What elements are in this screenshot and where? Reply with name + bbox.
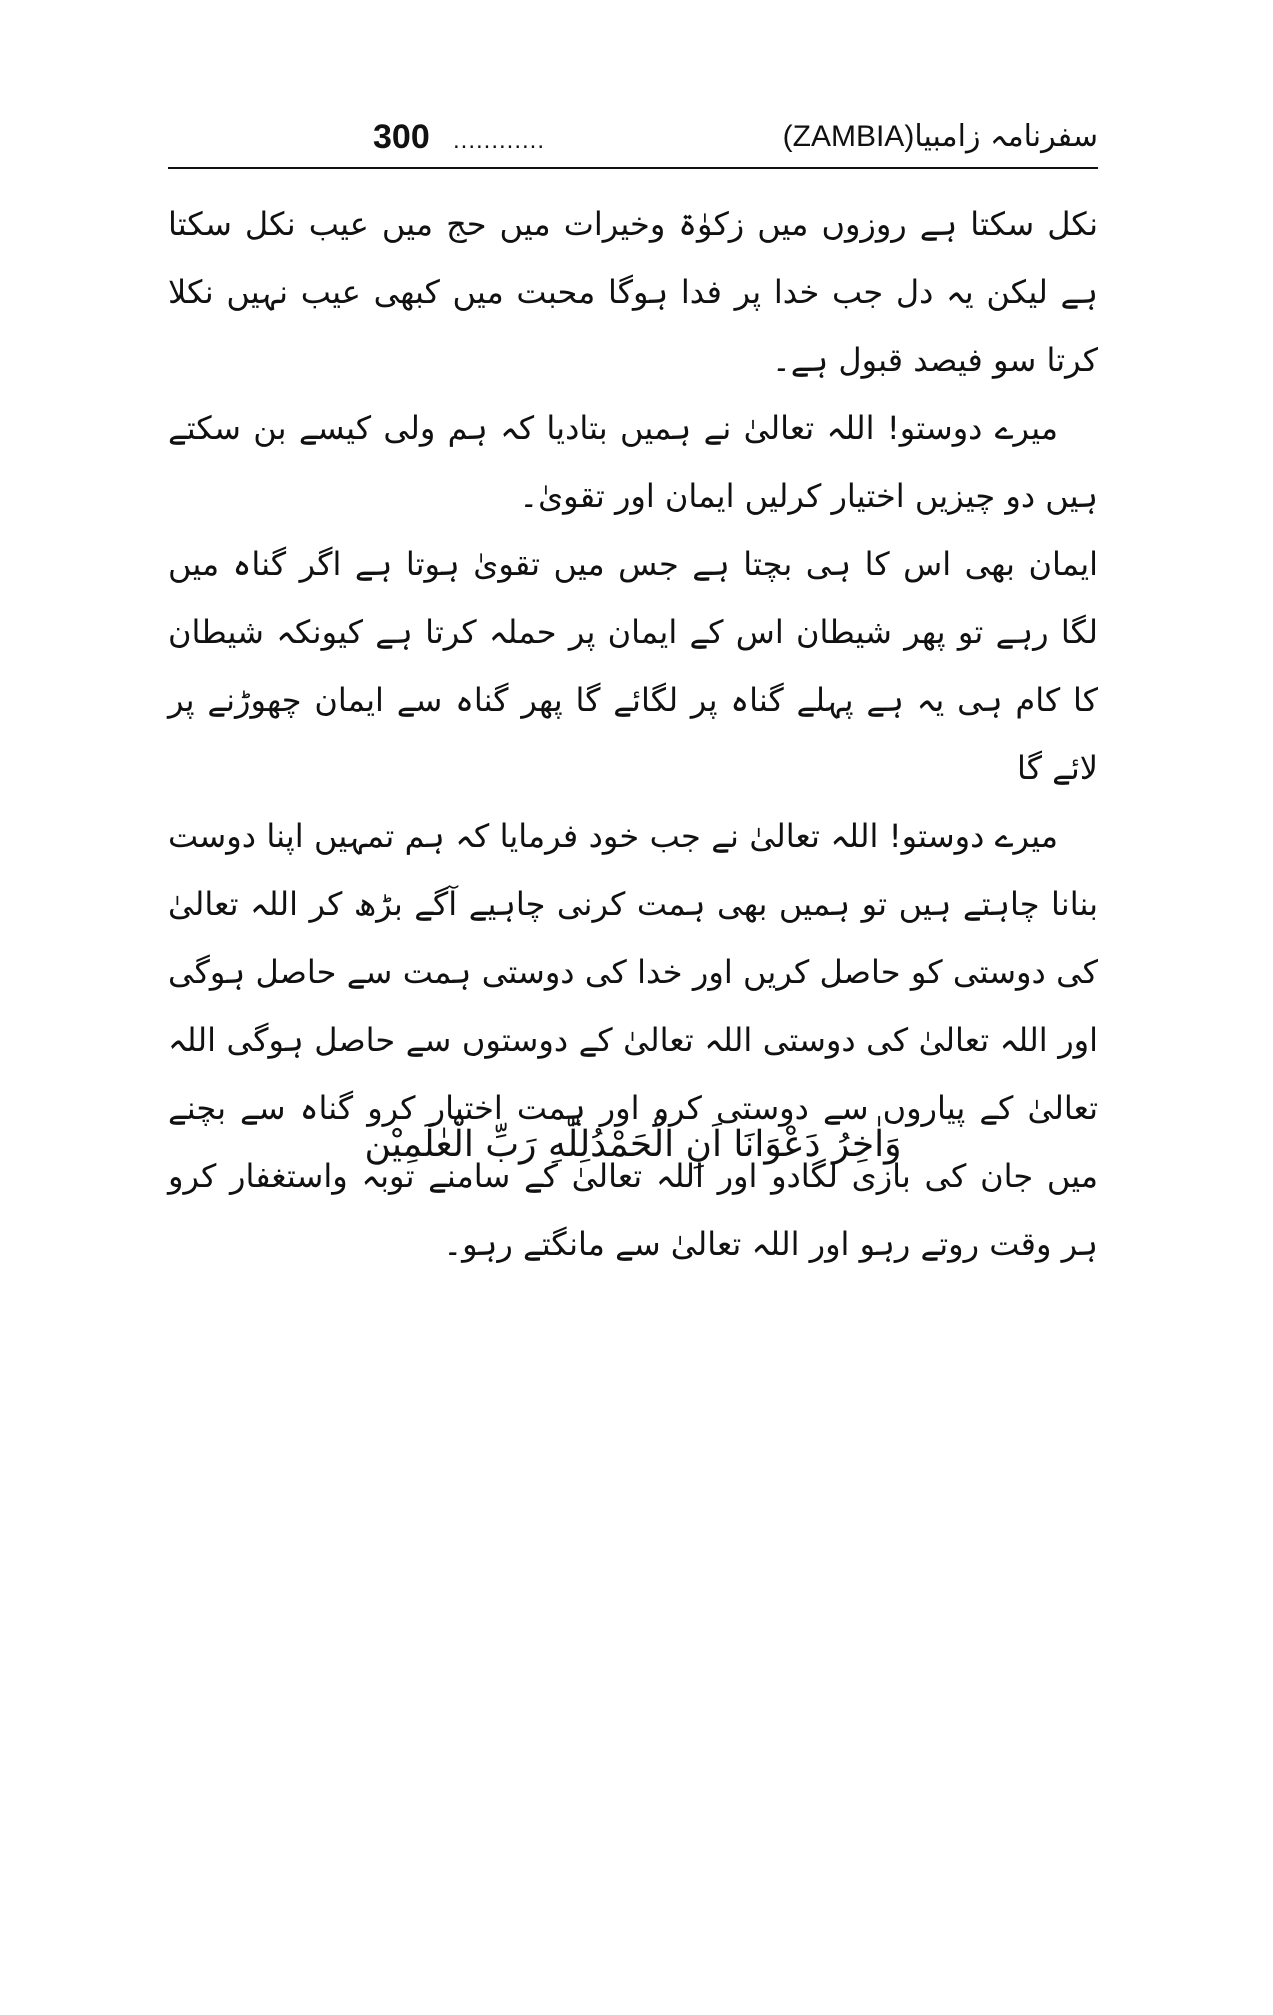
leader-dots: ............ [453,127,546,154]
book-title [783,112,1098,162]
header-rule [168,167,1098,169]
running-head [168,112,1098,162]
paragraph-2: میرے دوستو! اللہ تعالیٰ نے ہمیں بتادیا کہ ہم ولی کیسے بن سکتے ہیں دو چیزیں اختیار کرلیں ایمان اور تقویٰ۔ [168,409,1098,515]
closing-verse: وَاٰخِرُ دَعْوَانَا اَنِ الْحَمْدُلِلّٰهِ رَبِّ الْعٰلَمِيْن [364,1124,902,1165]
book-title-urdu: سفرنامہ زامبیا [914,119,1098,154]
paragraph-4: میرے دوستو! اللہ تعالیٰ نے جب خود فرمایا کہ ہم تمہیں اپنا دوست بنانا چاہتے ہیں تو ہمیں بھی ہمت کرنی چاہیے آگے بڑھ کر اللہ تعالیٰ کی دوستی کو حاصل کریں اور خدا کی دوستی ہمت سے حاصل ہوگی اور اللہ تعالیٰ کی دوستی اللہ تعالیٰ کے دوستوں سے حاصل ہوگی اللہ تعالیٰ کے پیاروں سے دوستی کرو اور ہمت اختیار کرو گناہ سے بچنے میں جان کی بازی لگادو اور اللہ تعالیٰ کے سامنے توبہ واستغفار کرو ہر وقت روتے رہو اور اللہ تعالیٰ سے مانگتے رہو۔ [168,817,1098,1263]
paragraph-1: نکل سکتا ہے روزوں میں زکوٰۃ وخیرات میں حج میں عیب نکل سکتا ہے لیکن یہ دل جب خدا پر فدا ہوگا محبت میں کبھی عیب نہیں نکلا کرتا سو فیصد قبول ہے۔ [168,205,1099,379]
page-number: 300 [373,118,430,156]
book-title-latin: (ZAMBIA) [782,120,915,153]
paragraph-3: ایمان بھی اس کا ہی بچتا ہے جس میں تقویٰ ہوتا ہے اگر گناہ میں لگا رہے تو پھر شیطان اس کے ایمان پر حملہ کرتا ہے کیونکہ شیطان کا کام ہی یہ ہے پہلے گناہ پر لگائے گا پھر گناہ سے ایمان چھوڑنے پر لائے گا [168,545,1099,787]
